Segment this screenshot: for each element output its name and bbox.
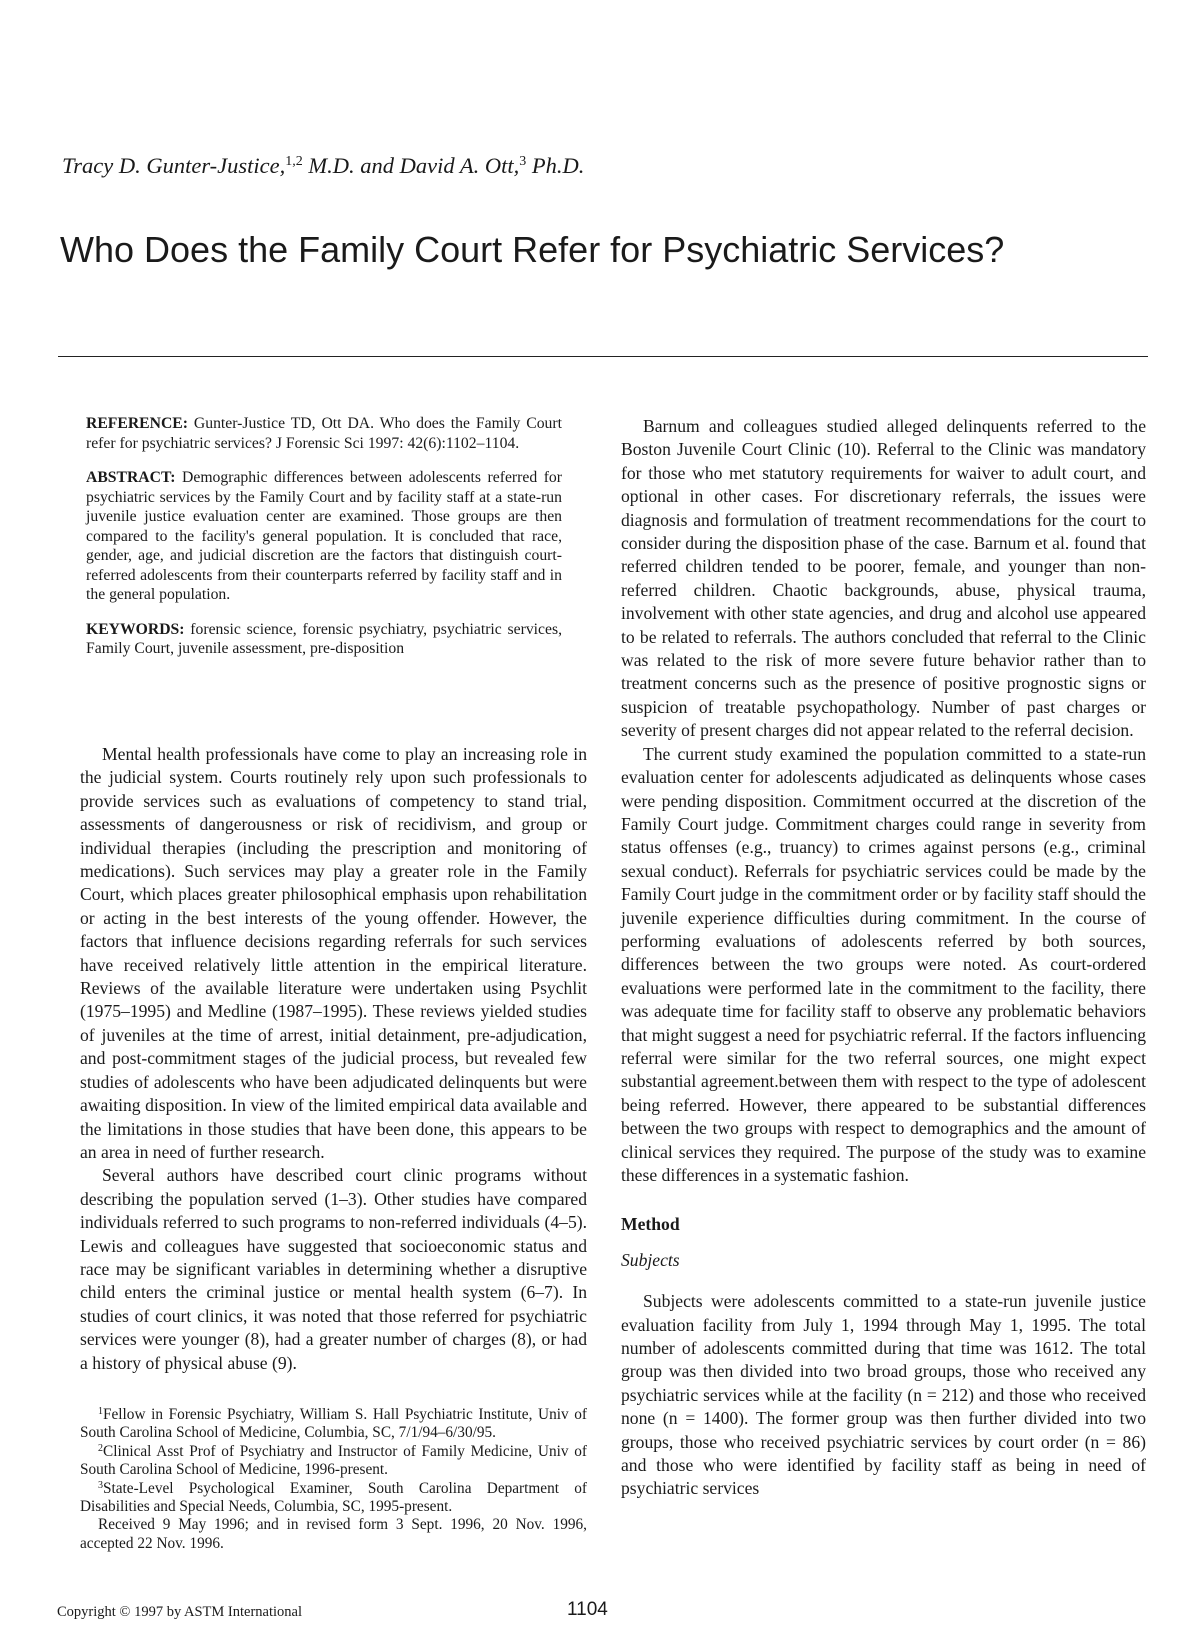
body-column-left	[80, 743, 587, 1375]
body-paragraph: Mental health professionals have come to play an increasing role in the judicial system. Courts routinely rely upon such professionals to provide services such as evaluations of competency to stand trial, assessments of dangerousness or risk of recidivism, and group or individual therapies (including the prescription and monitoring of medications). Such services may play a greater role in the Family Court, which places greater philosophical emphasis upon rehabilitation or acting in the best interests of the young offender. However, the factors that influence decisions regarding referrals for such services have received relatively little attention in the empirical literature. Reviews of the available literature were undertaken using Psychlit (1975–1995) and Medline (1987–1995). These reviews yielded studies of juveniles at the time of arrest, initial detainment, pre-adjudication, and post-commitment stages of the judicial process, but revealed few studies of adolescents who have been adjudicated delinquents but were awaiting disposition. In view of the limited empirical data available and the limitations in those studies that have been done, this appears to be an area in need of further research.	[80, 744, 587, 1162]
reference-paragraph	[86, 414, 562, 453]
abstract-text: Demographic differences between adolescents referred for psychiatric services by the Family Court and by facility staff at a state-run juvenile justice evaluation center are examined. Those groups are then compared to the facility's general population. It is concluded that race, gender, age, and judicial discretion are the factors that distinguish court-referred adolescents from their counterparts referred by facility staff and in the general population.	[86, 469, 562, 603]
footnote-text: Clinical Asst Prof of Psychiatry and Instructor of Family Medicine, Univ of South Carolina School of Medicine, 1996-present.	[80, 1442, 587, 1479]
footnote-text: Fellow in Forensic Psychiatry, William S. Hall Psychiatric Institute, Univ of South Carolina School of Medicine, Columbia, SC, 7/1/94–6/30/95.	[80, 1406, 587, 1442]
footnote-text: State-Level Psychological Examiner, South Carolina Department of Disabilities and Special Needs, Columbia, SC, 1995-present.	[80, 1479, 587, 1516]
abstract-paragraph	[86, 468, 562, 605]
body-paragraph: Barnum and colleagues studied alleged delinquents referred to the Boston Juvenile Court Clinic (10). Referral to the Clinic was mandatory for those who met statutory requirements for waiver to adult court, and optional in other cases. For discretionary referrals, the issues were diagnosis and formulation of treatment recommendations for the court to consider during the disposition phase of the case. Barnum et al. found that referred children tended to be poorer, female, and younger than non-referred children. Chaotic backgrounds, abuse, physical trauma, involvement with other state agencies, and drug and alcohol use appeared to be related to referrals. The authors concluded that referral to the Clinic was related to the risk of more severe future behavior rather than to treatment concerns such as the presence of positive prognostic signs or suspicion of treatable psychopathology. Number of past charges or severity of present charges did not appear related to the referral decision.	[621, 416, 1146, 741]
body-paragraph: Several authors have described court clinic programs without describing the population served (1–3). Other studies have compared individuals referred to such programs to non-referred individuals (4–5). Lewis and colleagues have suggested that socioeconomic status and race may be significant variables in determining whether a disruptive child enters the criminal justice or mental health system (6–7). In studies of court clinics, it was noted that those referred for psychiatric services were younger (8), had a greater number of charges (8), or had a history of physical abuse (9).	[80, 1165, 587, 1373]
footnote-mark: 2	[98, 1442, 103, 1454]
author-1-name: Tracy D. Gunter-Justice,	[62, 153, 286, 178]
author-1-affiliation-marks: 1,2	[285, 154, 303, 169]
footnote	[80, 1406, 587, 1443]
footnotes	[80, 1406, 587, 1553]
footnote	[80, 1480, 587, 1517]
section-heading-method: Method	[621, 1214, 680, 1235]
body-column-right	[621, 415, 1146, 1501]
body-paragraph: The current study examined the population committed to a state-run evaluation center for adolescents adjudicated as delinquents whose cases were pending disposition. Commitment occurred at the discretion of the Family Court judge. Commitment charges could range in severity from status offenses (e.g., truancy) to crimes against persons (e.g., criminal sexual conduct). Referrals for psychiatric services could be made by the Family Court judge in the commitment order or by facility staff should the juvenile experience difficulties during commitment. In the course of performing evaluations of adolescents referred by both sources, differences between the two groups were noted. As court-ordered evaluations were performed late in the commitment to the facility, there was adequate time for facility staff to observe any problematic behaviors that might suggest a need for psychiatric referral. If the factors influencing referral were similar for the two referral sources, one might expect substantial agreement.between them with respect to the type of adolescent being referred. However, there appeared to be substantial differences between the two groups with respect to demographics and the amount of clinical services they required. The purpose of the study was to examine these differences in a systematic fashion.	[621, 743, 1146, 1185]
page-number: 1104	[567, 1599, 608, 1620]
received-dates	[80, 1516, 587, 1553]
abstract-block	[86, 414, 562, 674]
footnote	[80, 1443, 587, 1480]
paper-title: Who Does the Family Court Refer for Psychiatric Services?	[60, 229, 1005, 270]
title-divider	[58, 356, 1148, 357]
keywords-text: forensic science, forensic psychiatry, psychiatric services, Family Court, juvenile assessment, pre-disposition	[86, 620, 562, 657]
footnote-mark: 1	[98, 1406, 103, 1417]
author-2-degree: Ph.D.	[526, 153, 585, 178]
received-dates-text: Received 9 May 1996; and in revised form 3 Sept. 1996, 20 Nov. 1996, accepted 22 Nov. 1996.	[80, 1516, 587, 1552]
author-2-affiliation-marks: 3	[519, 154, 527, 169]
body-paragraph: Subjects were adolescents committed to a state-run juvenile justice evaluation facility from July 1, 1994 through May 1, 1995. The total number of adolescents committed during that time was 1612. The total group was then divided into two broad groups, those who received any psychiatric services while at the facility (n = 212) and those who received none (n = 1400). The former group was then further divided into two groups, those who received psychiatric services by court order (n = 86) and those who were identified by facility staff as being in need of psychiatric services	[621, 1291, 1146, 1499]
keywords-paragraph	[86, 620, 562, 659]
keywords-label: KEYWORDS:	[86, 620, 185, 638]
author-line	[62, 152, 584, 179]
abstract-label: ABSTRACT:	[86, 469, 176, 486]
author-2-name: M.D. and David A. Ott,	[302, 153, 520, 178]
reference-label: REFERENCE:	[86, 415, 188, 432]
footnote-mark: 3	[98, 1479, 103, 1491]
reference-text: Gunter-Justice TD, Ott DA. Who does the Family Court refer for psychiatric services? J Forensic Sci 1997: 42(6):1102–1104.	[86, 415, 562, 452]
subsection-heading-subjects: Subjects	[621, 1249, 680, 1270]
copyright-notice: Copyright © 1997 by ASTM International	[57, 1604, 303, 1620]
